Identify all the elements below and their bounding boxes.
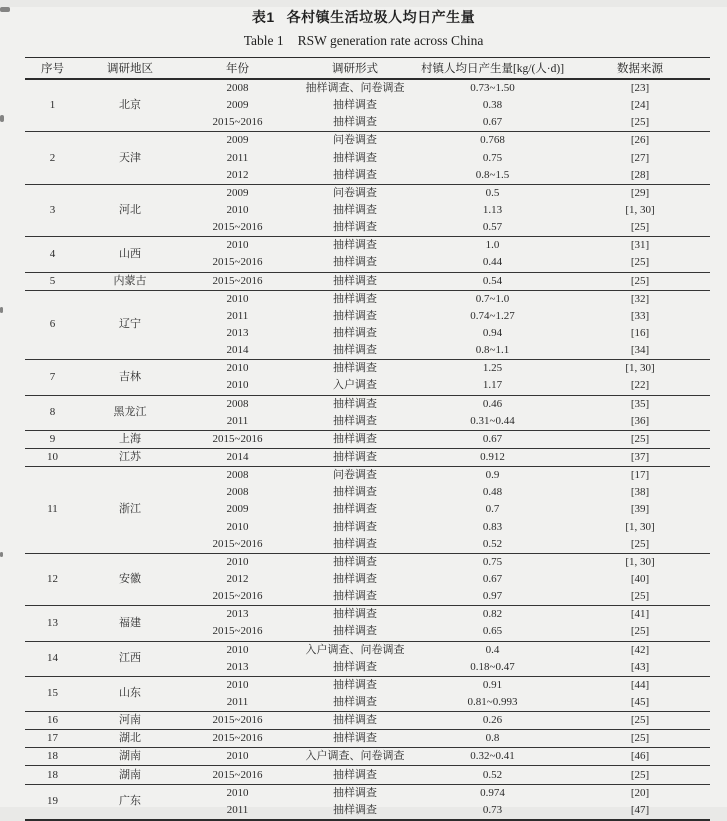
cell-year: 2010 (226, 379, 249, 392)
table-row (25, 395, 710, 413)
cell-source: [39] (630, 503, 650, 516)
cell-year: 2010 (180, 641, 295, 659)
cell-rate: 0.83 (482, 520, 503, 533)
cell-rate: 0.75 (482, 151, 503, 164)
cell-source: [25] (630, 625, 650, 638)
cell-source: [27] (630, 151, 650, 164)
cell-rate: 0.52 (482, 537, 503, 550)
cell-source: [1, 30] (570, 360, 710, 378)
cell-rate: 0.768 (415, 132, 570, 150)
cell-source: [46] (570, 748, 710, 766)
cell-rate: 0.8 (415, 730, 570, 748)
cell-no: 16 (25, 712, 80, 730)
cell-survey-type: 抽样调查、问卷调查 (295, 79, 415, 97)
cell-source: [35] (570, 395, 710, 413)
cell-year: 2015~2016 (212, 221, 263, 234)
cell-region: 黑龙江 (80, 395, 180, 430)
cell-source: [32] (570, 290, 710, 308)
cell-no: 18 (25, 748, 80, 766)
cell-source: [47] (630, 803, 650, 816)
cell-survey-type: 抽样调查 (333, 151, 377, 164)
cell-survey-type: 抽样调查 (295, 553, 415, 571)
cell-rate: 1.13 (482, 204, 503, 217)
cell-survey-type: 入户调查 (333, 379, 377, 392)
cell-region: 江苏 (80, 448, 180, 466)
cell-region: 河北 (80, 184, 180, 236)
cell-rate: 1.17 (482, 379, 503, 392)
table-row (25, 184, 710, 202)
cell-rate: 0.4 (415, 641, 570, 659)
cell-rate: 0.5 (415, 184, 570, 202)
cell-year: 2009 (180, 132, 295, 150)
table-row (25, 79, 710, 97)
cell-source: [29] (570, 184, 710, 202)
cell-survey-type: 问卷调查 (295, 467, 415, 485)
cell-source: [40] (630, 573, 650, 585)
cell-source: [45] (630, 695, 650, 708)
cell-no: 7 (25, 360, 80, 395)
cell-year: 2015~2016 (180, 712, 295, 730)
table-row (25, 360, 710, 378)
cell-survey-type: 抽样调查 (295, 606, 415, 624)
cell-rate: 0.67 (482, 573, 503, 585)
cell-year: 2010 (180, 748, 295, 766)
table-title-en-text: RSW generation rate across China (297, 33, 484, 48)
cell-rate: 0.67 (415, 430, 570, 448)
cell-source: [34] (630, 344, 650, 357)
table-title-en (0, 33, 727, 49)
cell-survey-type: 入户调查、问卷调查 (295, 748, 415, 766)
cell-year: 2014 (226, 344, 249, 357)
cell-rate: 0.38 (482, 99, 503, 112)
table-row (25, 712, 710, 730)
cell-region: 湖南 (80, 748, 180, 766)
cell-survey-type: 抽样调查 (295, 784, 415, 802)
cell-rate: 0.81~0.993 (467, 695, 518, 708)
table-body (25, 79, 710, 820)
cell-year: 2011 (226, 414, 249, 427)
cell-rate: 0.75 (415, 553, 570, 571)
cell-source: [22] (630, 379, 650, 392)
table-row (25, 606, 710, 624)
cell-rate: 0.8~1.5 (475, 168, 510, 181)
cell-year: 2008 (180, 79, 295, 97)
cell-year: 2012 (226, 573, 249, 585)
cell-source: [17] (570, 467, 710, 485)
cell-region: 广东 (80, 784, 180, 820)
cell-source: [25] (630, 116, 650, 129)
cell-year: 2010 (226, 520, 249, 533)
cell-source: [37] (570, 448, 710, 466)
table-header-row (25, 58, 710, 80)
cell-survey-type: 抽样调查 (333, 344, 377, 357)
cell-rate: 0.31~0.44 (470, 414, 515, 427)
cell-survey-type: 抽样调查 (333, 660, 377, 673)
cell-year: 2011 (226, 309, 249, 322)
cell-year: 2009 (226, 99, 249, 112)
cell-no: 12 (25, 553, 80, 605)
table-row (25, 272, 710, 290)
cell-source: [25] (630, 590, 650, 603)
cell-rate: 0.97 (482, 590, 503, 603)
col-header-survey-type: 调研形式 (295, 58, 415, 80)
cell-year: 2015~2016 (212, 590, 263, 603)
cell-year: 2008 (226, 486, 249, 499)
cell-survey-type: 抽样调查 (333, 116, 377, 129)
cell-rate: 0.82 (415, 606, 570, 624)
cell-survey-type: 抽样调查 (295, 430, 415, 448)
cell-no: 19 (25, 784, 80, 820)
cell-no: 5 (25, 272, 80, 290)
cell-source: [25] (630, 256, 650, 269)
cell-year: 2011 (226, 151, 249, 164)
cell-survey-type: 抽样调查 (333, 520, 377, 533)
cell-rate: 0.32~0.41 (415, 748, 570, 766)
cell-rate: 0.65 (482, 625, 503, 638)
cell-year: 2013 (180, 606, 295, 624)
cell-no: 9 (25, 430, 80, 448)
cell-rate: 0.44 (482, 256, 503, 269)
cell-no: 18 (25, 766, 80, 784)
table-row (25, 553, 710, 571)
cell-source: [25] (630, 221, 650, 234)
cell-survey-type: 抽样调查 (333, 695, 377, 708)
table-row (25, 467, 710, 485)
cell-survey-type: 抽样调查 (295, 272, 415, 290)
table-title-zh-text: 各村镇生活垃圾人均日产生量 (286, 9, 476, 25)
cell-year: 2010 (180, 360, 295, 378)
cell-no: 11 (25, 467, 80, 554)
table-row (25, 676, 710, 694)
cell-year: 2015~2016 (180, 430, 295, 448)
cell-year: 2008 (180, 467, 295, 485)
table-title-zh (0, 7, 727, 27)
cell-no: 3 (25, 184, 80, 236)
cell-source: [16] (630, 327, 650, 340)
cell-no: 1 (25, 79, 80, 132)
cell-year: 2010 (226, 204, 249, 217)
cell-year: 2010 (180, 553, 295, 571)
cell-survey-type: 抽样调查 (295, 448, 415, 466)
cell-source: [36] (630, 414, 650, 427)
cell-region: 吉林 (80, 360, 180, 395)
cell-year: 2013 (226, 660, 249, 673)
cell-region: 山东 (80, 676, 180, 711)
cell-region: 上海 (80, 430, 180, 448)
cell-year: 2008 (180, 395, 295, 413)
cell-year: 2010 (180, 676, 295, 694)
scanned-paper-page (0, 7, 727, 816)
cell-rate: 0.67 (482, 116, 503, 129)
cell-no: 2 (25, 132, 80, 184)
cell-survey-type: 抽样调查 (295, 395, 415, 413)
cell-rate: 0.73 (482, 803, 503, 816)
cell-year: 2009 (180, 184, 295, 202)
cell-survey-type: 抽样调查 (295, 237, 415, 255)
cell-source: [31] (570, 237, 710, 255)
cell-survey-type: 抽样调查 (295, 730, 415, 748)
cell-year: 2012 (226, 168, 249, 181)
cell-region: 浙江 (80, 467, 180, 554)
cell-survey-type: 抽样调查 (333, 204, 377, 217)
table-row (25, 448, 710, 466)
cell-survey-type: 抽样调查 (333, 590, 377, 603)
col-header-region: 调研地区 (80, 58, 180, 80)
cell-survey-type: 问卷调查 (295, 184, 415, 202)
cell-survey-type: 抽样调查 (333, 309, 377, 322)
cell-source: [28] (630, 168, 650, 181)
cell-source: [1, 30] (570, 553, 710, 571)
cell-region: 湖北 (80, 730, 180, 748)
cell-survey-type: 抽样调查 (333, 803, 377, 816)
cell-survey-type: 抽样调查 (333, 414, 377, 427)
cell-no: 13 (25, 606, 80, 641)
cell-source: [25] (570, 430, 710, 448)
cell-rate: 0.974 (415, 784, 570, 802)
cell-rate: 1.0 (415, 237, 570, 255)
cell-rate: 0.912 (415, 448, 570, 466)
cell-survey-type: 抽样调查 (333, 256, 377, 269)
cell-region: 北京 (80, 79, 180, 132)
cell-survey-type: 抽样调查 (333, 99, 377, 112)
scan-artifact (0, 552, 3, 557)
cell-rate: 0.91 (415, 676, 570, 694)
table-row (25, 730, 710, 748)
cell-survey-type: 抽样调查 (295, 360, 415, 378)
cell-source: [25] (570, 712, 710, 730)
table-title-zh-label: 表1 (251, 9, 275, 25)
cell-year: 2015~2016 (212, 625, 263, 638)
cell-survey-type: 抽样调查 (295, 676, 415, 694)
table-row (25, 784, 710, 802)
cell-source: [1, 30] (625, 520, 655, 533)
cell-no: 4 (25, 237, 80, 272)
cell-no: 14 (25, 641, 80, 676)
cell-year: 2011 (226, 803, 249, 816)
cell-survey-type: 抽样调查 (295, 712, 415, 730)
cell-year: 2015~2016 (212, 116, 263, 129)
cell-source: [25] (570, 730, 710, 748)
cell-rate: 0.73~1.50 (415, 79, 570, 97)
rsw-generation-table (25, 57, 710, 821)
scan-artifact (0, 307, 3, 313)
cell-no: 8 (25, 395, 80, 430)
cell-source: [25] (630, 537, 650, 550)
cell-year: 2015~2016 (212, 256, 263, 269)
cell-source: [44] (570, 676, 710, 694)
cell-survey-type: 抽样调查 (295, 766, 415, 784)
cell-source: [23] (570, 79, 710, 97)
table-row (25, 132, 710, 150)
cell-source: [41] (570, 606, 710, 624)
cell-source: [26] (570, 132, 710, 150)
cell-rate: 0.18~0.47 (470, 660, 515, 673)
cell-region: 内蒙古 (80, 272, 180, 290)
cell-year: 2015~2016 (212, 537, 263, 550)
col-header-generation-rate: 村镇人均日产生量[kg/(人·d)] (415, 58, 570, 80)
cell-source: [24] (630, 99, 650, 112)
cell-survey-type: 抽样调查 (333, 221, 377, 234)
cell-no: 15 (25, 676, 80, 711)
cell-year: 2013 (226, 327, 249, 340)
cell-year: 2010 (180, 237, 295, 255)
cell-survey-type: 问卷调查 (295, 132, 415, 150)
cell-region: 江西 (80, 641, 180, 676)
cell-rate: 0.54 (415, 272, 570, 290)
cell-survey-type: 抽样调查 (333, 573, 377, 585)
cell-survey-type: 入户调查、问卷调查 (295, 641, 415, 659)
cell-year: 2011 (226, 695, 249, 708)
cell-survey-type: 抽样调查 (333, 503, 377, 516)
table-row (25, 766, 710, 784)
cell-rate: 0.94 (482, 327, 503, 340)
cell-year: 2014 (180, 448, 295, 466)
cell-rate: 0.26 (415, 712, 570, 730)
cell-rate: 0.74~1.27 (470, 309, 515, 322)
cell-source: [1, 30] (625, 204, 655, 217)
cell-source: [42] (570, 641, 710, 659)
table-row (25, 237, 710, 255)
table-row (25, 430, 710, 448)
cell-source: [38] (630, 486, 650, 499)
cell-region: 天津 (80, 132, 180, 184)
cell-year: 2015~2016 (180, 766, 295, 784)
cell-year: 2015~2016 (180, 730, 295, 748)
scan-artifact (0, 7, 10, 12)
cell-rate: 0.52 (415, 766, 570, 784)
cell-rate: 0.7 (485, 503, 500, 516)
col-header-year: 年份 (180, 58, 295, 80)
cell-rate: 0.7~1.0 (415, 290, 570, 308)
cell-source: [43] (630, 660, 650, 673)
cell-no: 17 (25, 730, 80, 748)
cell-no: 10 (25, 448, 80, 466)
cell-region: 辽宁 (80, 290, 180, 360)
cell-source: [25] (570, 766, 710, 784)
cell-rate: 0.9 (415, 467, 570, 485)
cell-source: [25] (570, 272, 710, 290)
cell-year: 2010 (180, 290, 295, 308)
table-row (25, 748, 710, 766)
cell-survey-type: 抽样调查 (333, 486, 377, 499)
cell-year: 2010 (180, 784, 295, 802)
table-row (25, 290, 710, 308)
cell-rate: 0.57 (482, 221, 503, 234)
cell-region: 湖南 (80, 766, 180, 784)
cell-survey-type: 抽样调查 (333, 168, 377, 181)
cell-survey-type: 抽样调查 (333, 537, 377, 550)
cell-region: 河南 (80, 712, 180, 730)
cell-source: [20] (570, 784, 710, 802)
cell-rate: 0.46 (415, 395, 570, 413)
cell-no: 6 (25, 290, 80, 360)
cell-region: 山西 (80, 237, 180, 272)
cell-year: 2015~2016 (180, 272, 295, 290)
cell-survey-type: 抽样调查 (295, 290, 415, 308)
cell-rate: 0.8~1.1 (475, 344, 510, 357)
cell-year: 2009 (226, 503, 249, 516)
scan-artifact (0, 115, 4, 122)
cell-rate: 1.25 (415, 360, 570, 378)
cell-region: 安徽 (80, 553, 180, 605)
col-header-no: 序号 (25, 58, 80, 80)
table-row (25, 641, 710, 659)
cell-survey-type: 抽样调查 (333, 327, 377, 340)
table-title-en-label: Table 1 (243, 33, 284, 48)
cell-source: [33] (630, 309, 650, 322)
col-header-data-source: 数据来源 (570, 58, 710, 80)
cell-rate: 0.48 (482, 486, 503, 499)
cell-region: 福建 (80, 606, 180, 641)
cell-survey-type: 抽样调查 (333, 625, 377, 638)
